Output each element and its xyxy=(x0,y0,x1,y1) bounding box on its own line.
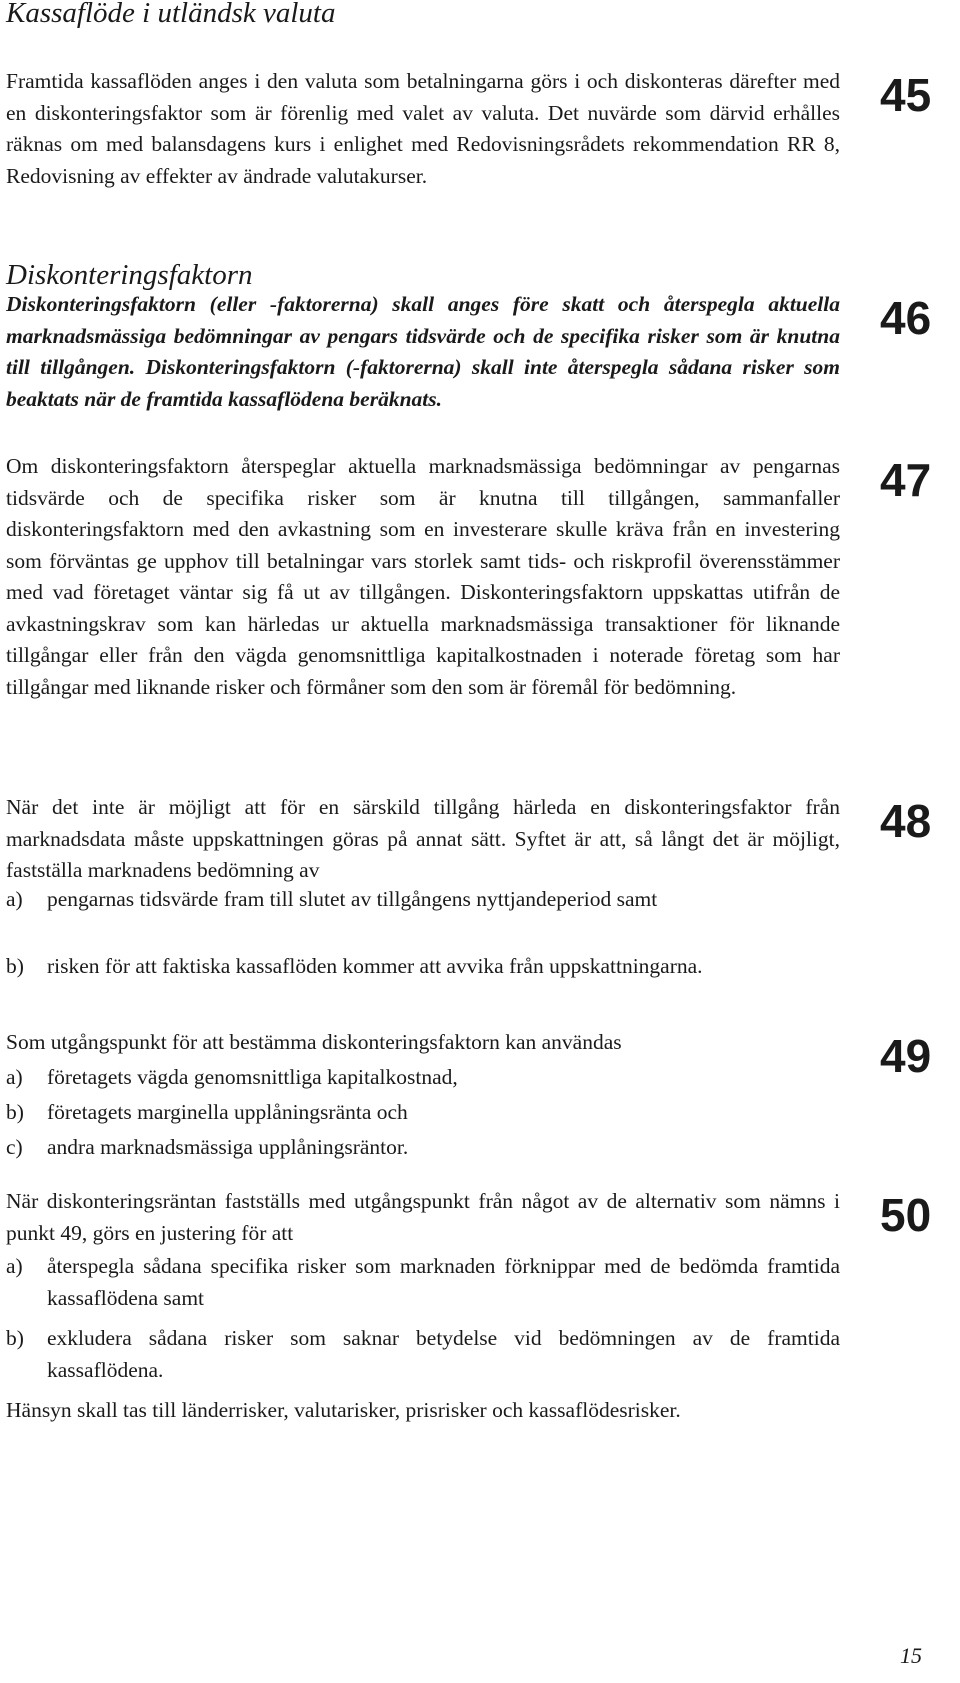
list-text: pengarnas tidsvärde fram till slutet av tillgångens nyttjandeperiod samt xyxy=(47,887,658,911)
paragraph-49: Som utgångspunkt för att bestämma diskonteringsfaktorn kan användas xyxy=(6,1030,622,1054)
list-item-49c xyxy=(6,1132,840,1164)
list-marker: a) xyxy=(6,887,23,911)
paragraph-number-45: 45 xyxy=(880,69,932,121)
list-text: återspegla sådana specifika risker som marknaden förknippar med de bedömda framtida kassaflödena samt xyxy=(47,1254,840,1310)
list-item-50b xyxy=(6,1323,840,1386)
list-item-49b xyxy=(6,1097,840,1129)
section-heading-cashflow: Kassaflöde i utländsk valuta xyxy=(6,0,336,29)
list-item-50a xyxy=(6,1251,840,1314)
paragraph-48: När det inte är möjligt att för en särskild tillgång härleda en diskonteringsfaktor från marknadsdata måste uppskattningen göras på annat sätt. Syftet är att, så långt det är möjligt, fastställa marknadens bedömning av xyxy=(6,795,840,882)
page-number: 15 xyxy=(900,1643,922,1668)
paragraph-number-47: 47 xyxy=(880,454,932,506)
list-text: företagets marginella upplåningsränta och xyxy=(47,1100,408,1124)
list-item-48a xyxy=(6,884,840,916)
paragraph-number-46: 46 xyxy=(880,292,932,344)
list-marker: b) xyxy=(6,1326,24,1350)
paragraph-number-49: 49 xyxy=(880,1030,932,1082)
section-heading-discount: Diskonteringsfaktorn xyxy=(6,259,253,291)
paragraph-number-48: 48 xyxy=(880,795,932,847)
list-marker: b) xyxy=(6,954,24,978)
list-marker: a) xyxy=(6,1065,23,1089)
paragraph-46: Diskonteringsfaktorn (eller -faktorerna) skall anges före skatt och återspegla aktuella marknadsmässiga bedömningar av pengars tidsvärde och de specifika risker som är knutna till tillgången. Diskonteringsfaktorn (-faktorerna) skall inte återspegla sådana risker som beaktats när de framtida kassaflödena beräknats. xyxy=(6,292,840,411)
list-text: andra marknadsmässiga upplåningsräntor. xyxy=(47,1135,409,1159)
list-marker: c) xyxy=(6,1135,23,1159)
paragraph-45: Framtida kassaflöden anges i den valuta som betalningarna görs i och diskonteras därefter med en diskonteringsfaktor som är förenlig med valet av valuta. Det nuvärde som därvid erhålles räknas om med balansdagens kurs i enlighet med Redovisningsrådets rekommendation RR 8, Redovisning av effekter av ändrade valutakurser. xyxy=(6,69,840,188)
paragraph-47: Om diskonteringsfaktorn återspeglar aktuella marknadsmässiga bedömningar av pengarnas tidsvärde och de specifika risker som är knutna till tillgången, sammanfaller diskonteringsfaktorn med den avkastning som en investerare skulle kräva från en investering som förväntas ge upphov till betalningar vars storlek samt tids- och riskprofil överensstämmer med vad företaget väntar sig få ut av tillgången. Diskonteringsfaktorn uppskattas utifrån de avkastningskrav som kan härledas ur aktuella marknadsmässiga transaktioner för liknande tillgångar eller från den vägda genomsnittliga kapitalkostnaden i noterade företag som har tillgångar med liknande risker och förmåner som den som är föremål för bedömning. xyxy=(6,454,840,699)
paragraph-50: När diskonteringsräntan fastställs med utgångspunkt från något av de alternativ som nämns i punkt 49, görs en justering för att xyxy=(6,1189,840,1245)
paragraph-50-closing: Hänsyn skall tas till länderrisker, valutarisker, prisrisker och kassaflödesrisker. xyxy=(6,1398,681,1422)
list-item-49a xyxy=(6,1062,840,1094)
list-marker: a) xyxy=(6,1254,23,1278)
list-text: exkludera sådana risker som saknar betydelse vid bedömningen av de framtida kassaflödena. xyxy=(47,1326,840,1382)
paragraph-number-50: 50 xyxy=(880,1189,932,1241)
list-text: risken för att faktiska kassaflöden kommer att avvika från uppskattningarna. xyxy=(47,954,703,978)
list-marker: b) xyxy=(6,1100,24,1124)
list-text: företagets vägda genomsnittliga kapitalkostnad, xyxy=(47,1065,458,1089)
list-item-48b xyxy=(6,951,840,983)
